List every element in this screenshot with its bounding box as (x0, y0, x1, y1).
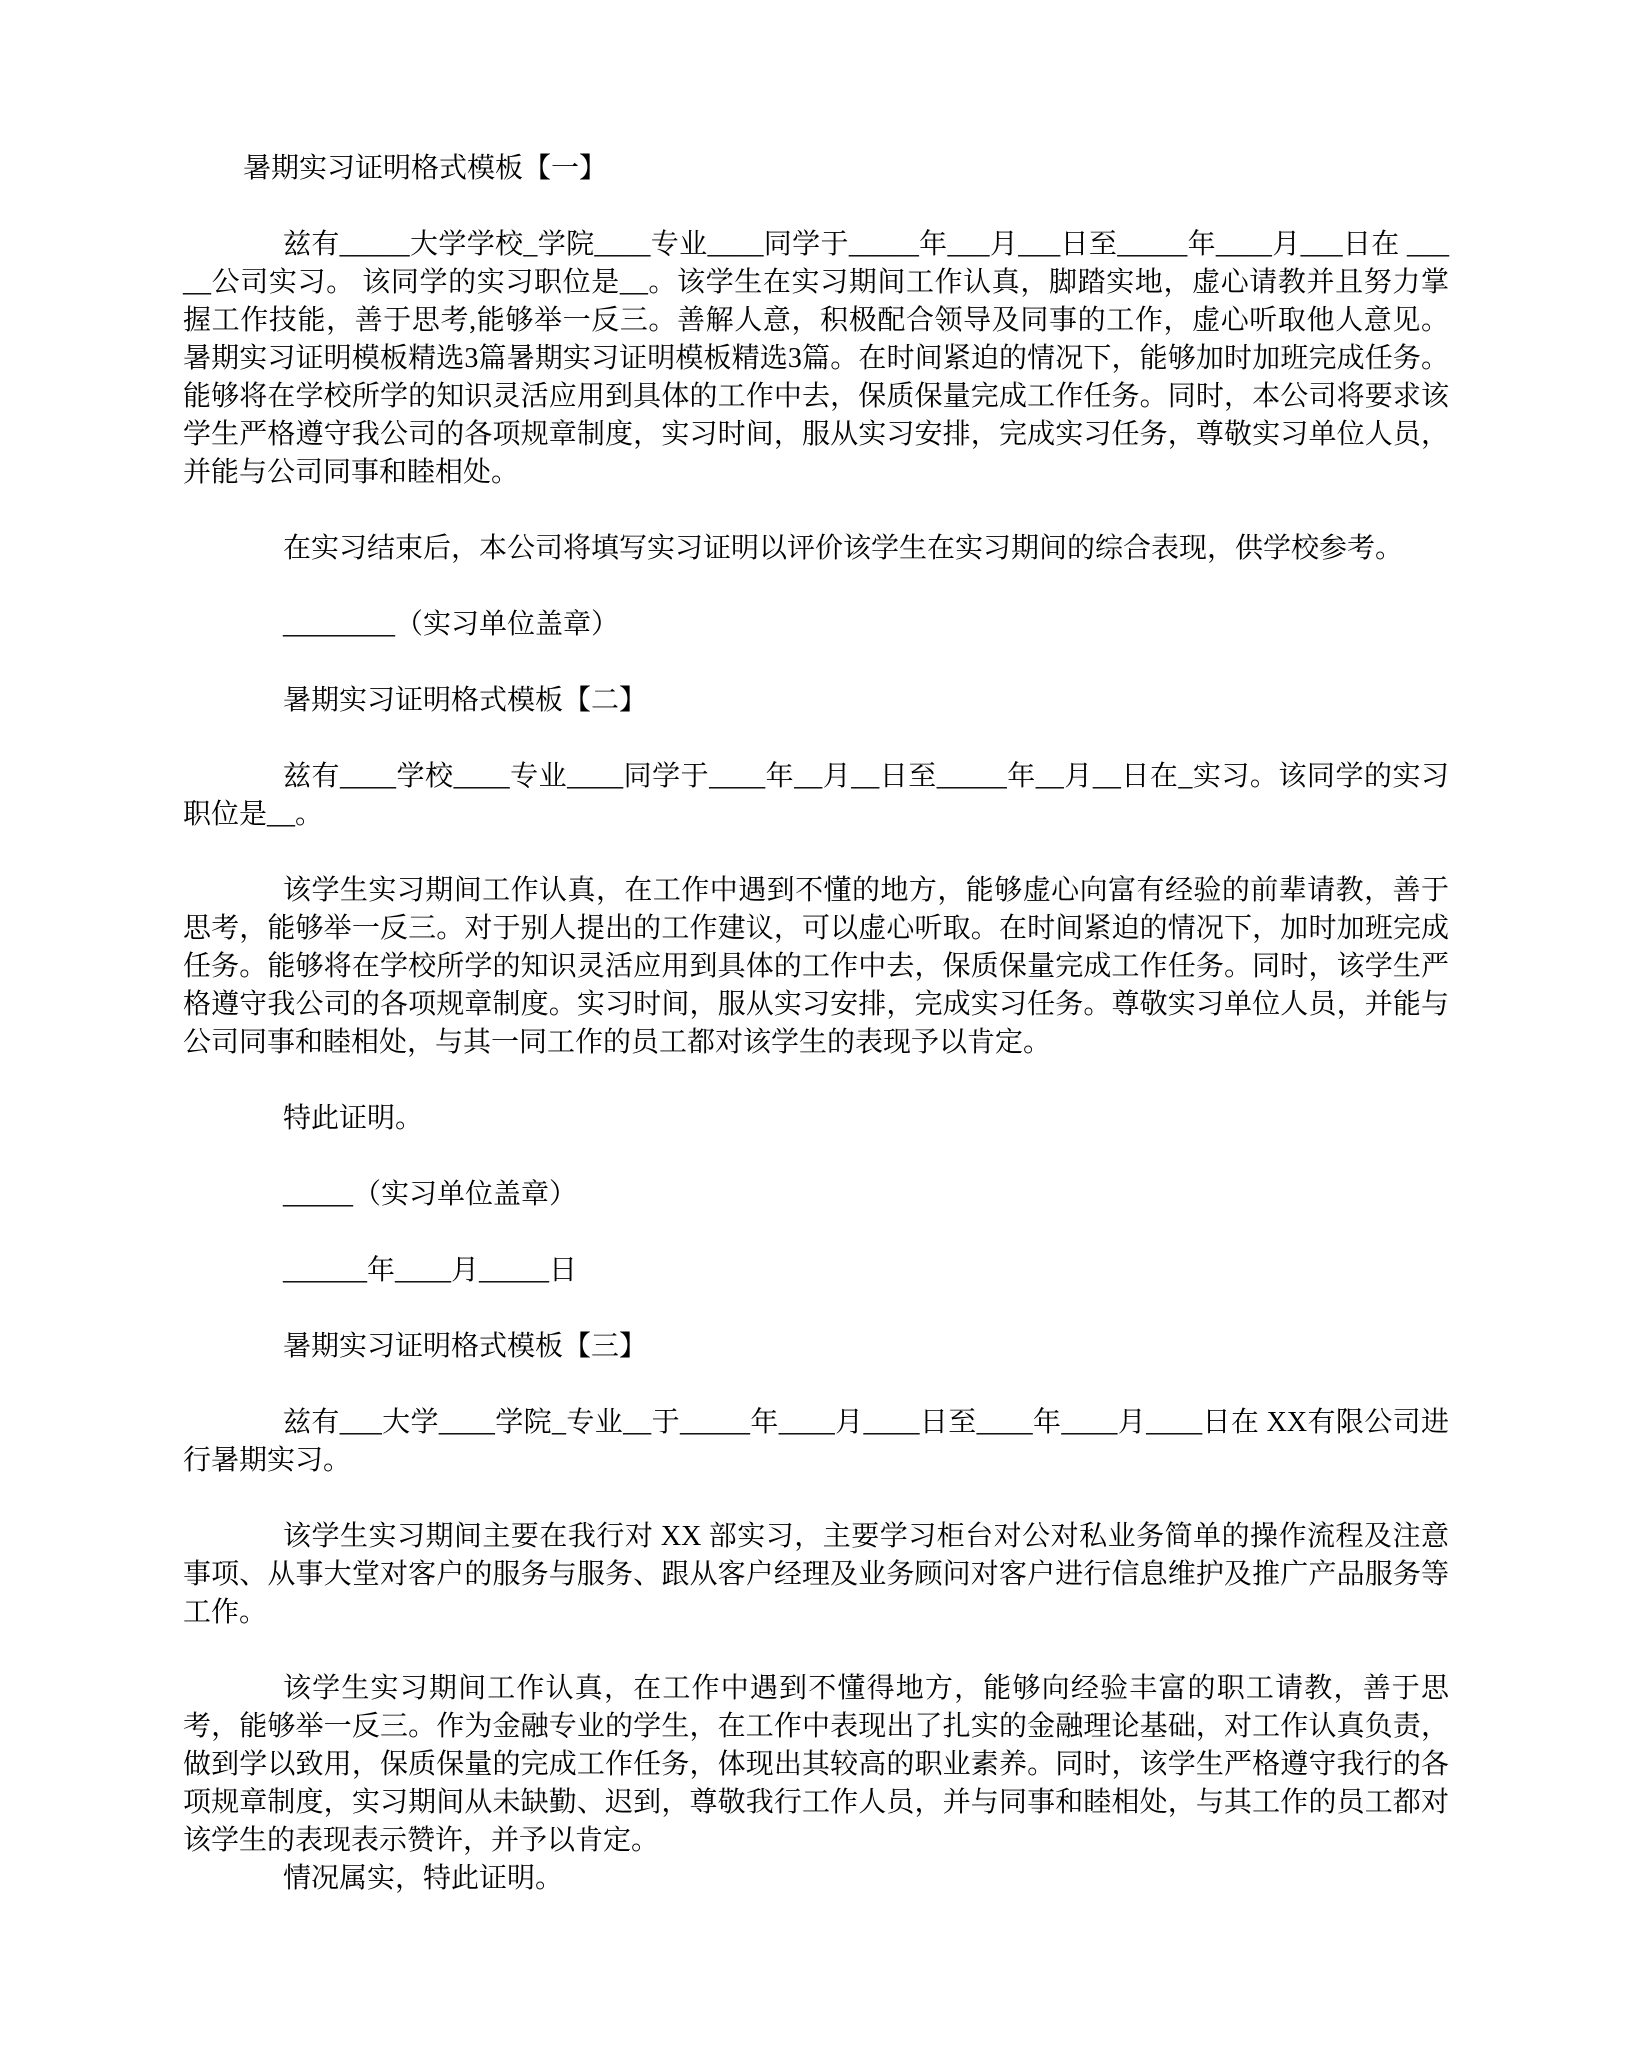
section-1-paragraph-2: 在实习结束后，本公司将填写实习证明以评价该学生在实习期间的综合表现，供学校参考。 (283, 533, 1404, 564)
section-2-paragraph-2: 该学生实习期间工作认真，在工作中遇到不懂的地方，能够虚心向富有经验的前辈请教，善于思考，能够举一反三。对于别人提出的工作建议，可以虚心听取。在时间紧迫的情况下，加时加班完成任务。能够将在学校所学的知识灵活应用到具体的工作中去，保质保量完成工作任务。同时，该学生严格遵守我公司的各项规章制度。实习时间，服从实习安排，完成实习任务。尊敬实习单位人员，并能与公司同事和睦相处，与其一同工作的员工都对该学生的表现予以肯定。 (183, 875, 1449, 1058)
section-2-heading: 暑期实习证明格式模板【二】 (283, 685, 648, 716)
section-1-paragraph-1: 兹有_____大学学校_学院____专业____同学于_____年___月___日至_____年____月___日在 _____公司实习。 该同学的实习职位是__。该学生在实习期间工作认真，脚踏实地，虚心请教并且努力掌握工作技能，善于思考,能够举一反三。善解人意，积极配合领导及同事的工作，虚心听取他人意见。暑期实习证明模板精选3篇暑期实习证明模板精选3篇。在时间紧迫的情况下，能够加时加班完成任务。能够将在学校所学的知识灵活应用到具体的工作中去，保质保量完成工作任务。同时，本公司将要求该学生严格遵守我公司的各项规章制度，实习时间，服从实习安排，完成实习任务，尊敬实习单位人员，并能与公司同事和睦相处。 (183, 229, 1449, 488)
section-3-attest-line: 情况属实，特此证明。 (283, 1863, 564, 1894)
section-3-paragraph-3: 该学生实习期间工作认真，在工作中遇到不懂得地方，能够向经验丰富的职工请教，善于思考，能够举一反三。作为金融专业的学生，在工作中表现出了扎实的金融理论基础，对工作认真负责，做到学以致用，保质保量的完成工作任务，体现出其较高的职业素养。同时，该学生严格遵守我行的各项规章制度，实习期间从未缺勤、迟到，尊敬我行工作人员，并与同事和睦相处，与其工作的员工都对该学生的表现表示赞许，并予以肯定。 (183, 1673, 1449, 1856)
section-3-paragraph-1: 兹有___大学____学院_专业__于_____年____月____日至____年____月____日在 XX有限公司进行暑期实习。 (183, 1407, 1449, 1476)
section-1-heading: 暑期实习证明格式模板【一】 (243, 153, 608, 184)
section-2-paragraph-1: 兹有____学校____专业____同学于____年__月__日至_____年__月__日在_实习。该同学的实习职位是__。 (183, 761, 1449, 830)
section-3-heading: 暑期实习证明格式模板【三】 (283, 1331, 648, 1362)
certificate-template-section-2 (183, 682, 1449, 1290)
section-2-attest-line: 特此证明。 (283, 1103, 424, 1134)
section-3-paragraph-2: 该学生实习期间主要在我行对 XX 部实习，主要学习柜台对公对私业务简单的操作流程及注意事项、从事大堂对客户的服务与服务、跟从客户经理及业务顾问对客户进行信息维护及推广产品服务等工作。 (183, 1521, 1449, 1628)
section-2-date-line: ______年____月_____日 (283, 1255, 578, 1286)
section-2-stamp-line: _____（实习单位盖章） (283, 1179, 578, 1210)
certificate-template-section-3 (183, 1328, 1449, 1898)
section-1-stamp-line: ________（实习单位盖章） (283, 609, 620, 640)
certificate-template-section-1 (183, 150, 1449, 644)
